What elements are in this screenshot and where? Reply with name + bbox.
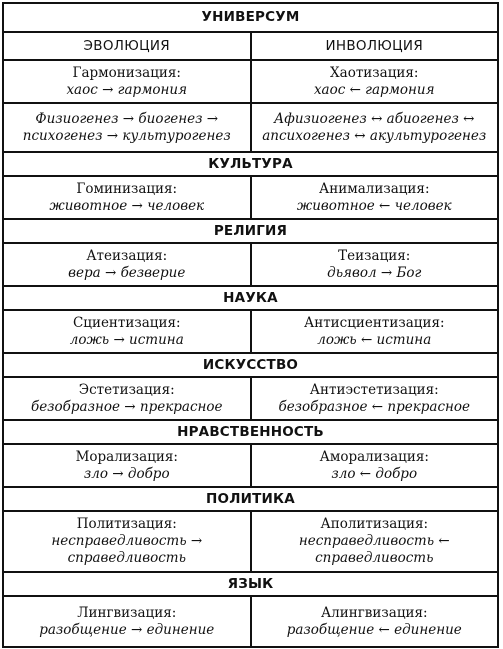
section-title: КУЛЬТУРА bbox=[3, 152, 498, 176]
section-header-row bbox=[3, 152, 498, 176]
process-term: Аморализация: bbox=[319, 448, 429, 465]
universe-row bbox=[3, 103, 498, 152]
process-formula: несправедливость ← bbox=[298, 533, 450, 549]
process-formula: разобщение → единение bbox=[39, 621, 215, 638]
process-term: Гармонизация: bbox=[72, 64, 181, 81]
involution-cell bbox=[251, 103, 499, 152]
column-header-row bbox=[3, 32, 498, 60]
section-title: ЯЗЫК bbox=[3, 572, 498, 596]
section-row bbox=[3, 377, 498, 420]
process-term: Политизация: bbox=[76, 516, 177, 532]
involution-cell bbox=[251, 511, 499, 572]
process-term: Аполитизация: bbox=[320, 516, 429, 532]
title-row bbox=[3, 3, 498, 32]
section-header-row bbox=[3, 572, 498, 596]
section-row bbox=[3, 511, 498, 572]
column-header-evolution: ЭВОЛЮЦИЯ bbox=[3, 32, 251, 60]
process-formula: несправедливость → bbox=[51, 533, 203, 549]
section-title: НРАВСТВЕННОСТЬ bbox=[3, 420, 498, 444]
process-term: Гоминизация: bbox=[76, 180, 178, 197]
evolution-cell bbox=[3, 103, 251, 152]
process-formula: Физиогенез → биогенез → bbox=[35, 110, 219, 127]
column-header-involution: ИНВОЛЮЦИЯ bbox=[251, 32, 499, 60]
section-row bbox=[3, 176, 498, 219]
evolution-cell bbox=[3, 444, 251, 487]
section-header-row bbox=[3, 420, 498, 444]
process-term: Теизация: bbox=[338, 247, 411, 264]
process-formula: апсихогенез ↔ акультурогенез bbox=[262, 127, 487, 144]
process-term: Морализация: bbox=[75, 448, 178, 465]
process-term: Атеизация: bbox=[86, 247, 168, 264]
evolution-cell bbox=[3, 60, 251, 103]
process-formula: животное ← человек bbox=[296, 197, 452, 214]
section-title: НАУКА bbox=[3, 286, 498, 310]
section-title: ИСКУССТВО bbox=[3, 353, 498, 377]
involution-cell bbox=[251, 60, 499, 103]
process-formula: хаос ← гармония bbox=[313, 81, 435, 98]
table-title: УНИВЕРСУМ bbox=[3, 3, 498, 32]
section-row bbox=[3, 596, 498, 647]
process-formula: животное → человек bbox=[49, 197, 205, 214]
process-formula: безобразное ← прекрасное bbox=[278, 398, 471, 415]
evolution-cell bbox=[3, 310, 251, 353]
process-term: Антиэстетизация: bbox=[309, 381, 439, 398]
process-formula: вера → безверие bbox=[68, 264, 186, 281]
process-term: Сциентизация: bbox=[72, 314, 181, 331]
process-term: Хаотизация: bbox=[330, 64, 419, 81]
process-term: Алингвизация: bbox=[320, 604, 428, 621]
involution-cell bbox=[251, 444, 499, 487]
section-row bbox=[3, 243, 498, 286]
section-row bbox=[3, 310, 498, 353]
section-header-row bbox=[3, 286, 498, 310]
process-formula: дьявол → Бог bbox=[327, 264, 422, 281]
section-header-row bbox=[3, 353, 498, 377]
evolution-cell bbox=[3, 176, 251, 219]
involution-cell bbox=[251, 377, 499, 420]
process-formula: разобщение ← единение bbox=[286, 621, 462, 638]
process-formula: психогенез → культурогенез bbox=[22, 127, 231, 144]
process-formula: ложь ← истина bbox=[317, 331, 432, 348]
section-title: ПОЛИТИКА bbox=[3, 487, 498, 511]
document-table-container bbox=[2, 2, 499, 648]
process-formula: зло ← добро bbox=[331, 465, 418, 482]
table-body bbox=[3, 3, 498, 647]
process-formula: справедливость bbox=[315, 550, 434, 566]
process-formula: Афизиогенез ↔ абиогенез ↔ bbox=[274, 110, 475, 127]
process-term: Анимализация: bbox=[319, 180, 430, 197]
section-header-row bbox=[3, 487, 498, 511]
universe-row bbox=[3, 60, 498, 103]
process-formula: ложь → истина bbox=[69, 331, 184, 348]
process-term: Лингвизация: bbox=[77, 604, 177, 621]
process-term: Эстетизация: bbox=[78, 381, 175, 398]
involution-cell bbox=[251, 176, 499, 219]
evolution-involution-table bbox=[2, 2, 499, 648]
process-formula: хаос → гармония bbox=[66, 81, 188, 98]
involution-cell bbox=[251, 243, 499, 286]
process-formula: безобразное → прекрасное bbox=[30, 398, 223, 415]
evolution-cell bbox=[3, 596, 251, 647]
section-row bbox=[3, 444, 498, 487]
process-term: Антисциентизация: bbox=[303, 314, 445, 331]
process-formula: справедливость bbox=[67, 550, 186, 566]
involution-cell bbox=[251, 596, 499, 647]
evolution-cell bbox=[3, 243, 251, 286]
process-formula: зло → добро bbox=[83, 465, 170, 482]
section-title: РЕЛИГИЯ bbox=[3, 219, 498, 243]
section-header-row bbox=[3, 219, 498, 243]
evolution-cell bbox=[3, 377, 251, 420]
involution-cell bbox=[251, 310, 499, 353]
evolution-cell bbox=[3, 511, 251, 572]
